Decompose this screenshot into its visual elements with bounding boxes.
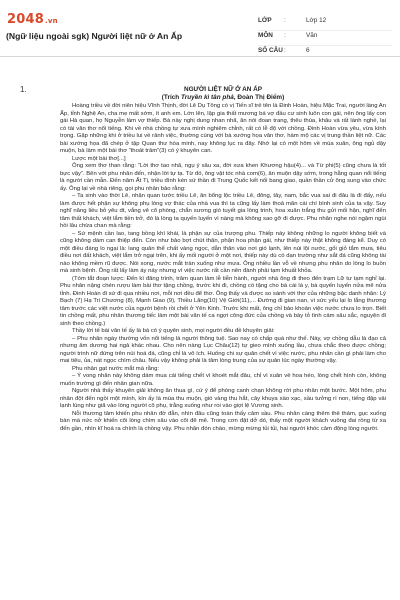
meta-row-question-count (258, 46, 392, 60)
question-content (60, 86, 386, 433)
story-paragraph: Hoàng triều về đời niên hiệu Vĩnh Thịnh, đời Lê Dụ Tông có vị Tiến sĩ trẻ tên là Đinh Hoàn, hiệu Mặc Trai, người làng An Ấp, tỉnh Nghệ An, cha mẹ mất sớm, ít anh em. Lớn lên, lập gia thất mương bá vợ đầu cư sinh luôn con gái, nên ông lấy con gái Hà quan, họ Nguyễn làm vợ thiếp. Bà này nghị dung nhan nhã, ăn nói đoan trang, thêu thùa, khâu vá rất lành nghề, lại có tài văn thơ nổi tiếng. Khi về nhà chồng tự xưa mình nghiêm chỉnh, rất có lễ độ với chồng. Đinh Hoàn vừa yêu, vừa kính trọng. Gặp những khi ở triều lui về rảnh việc, thường cùng với bà xướng họa văn thơ, hàm mộ các vị trung thần liệt nữ. Các bài xướng họa đã chép ở tập Quan thư hòa minh, nay không lục ra đây. Nhớ lại có một hôm về mùa xuân, ông ngủ dậy muộn, bà làm một bài thơ “thoát trâm”(3) có ý khuyên can. (60, 103, 386, 154)
meta-value: 6 (306, 47, 310, 54)
story-title: NGƯỜI LIỆT NỮ Ở AN ẤP (183, 86, 263, 93)
page-title: (Ngữ liệu ngoài sgk) Người liệt nữ ở An Ấp (6, 31, 183, 41)
logo-main: 2048 (7, 12, 44, 27)
story-paragraph-summary: (Tóm tắt đoạn lược: Đến kì đăng trình, trăm quan làm lễ tiễn hành, người nhà ông đi theo đến trạm Lữ tư tạm nghỉ lại. Phu nhân nặng chén rượu làm bài thơ tặng chồng, trước khi đi, chồng có tặng cho bà cái lá y, bà quyến luyến nửa mê nửa tỉnh. Đinh Hoàn đi sứ đi qua nhiều nơi, mỗi nơi đều để thơ. Ông thấy và được so sánh với thơ của những bậc danh nhân: Lý Bạch (7) Hạ Tri Chương (8), Mạnh Giao (9), Thiều Lăng(10) Vệ Giới(11),... Đường đi gian nan, vì sức yếu lại lo lắng thương tâm trước các việt nước của người bệnh rồi chết ở Yên Kinh. Trước khi mất, ông chỉ bảo khoản việc nước chưa lo trọn. Biết tin chồng mất, phu nhân thương tiếc làm một bài văn tế ca ngợi công đức của chồng và bày tỏ tình cảm sâu sắc, nguyện đi sinh theo chồng.) (60, 275, 386, 327)
site-logo[interactable] (7, 12, 58, 27)
story-paragraph: Người nhà thấy khuyên giải không ăn thua gì, cứ ý để phòng canh chạn không rời phu nhân một bước. Một hôm, phu nhân đột đến ngồi một mình, kín ấy là mùa thu muộn, gió vàng thu hắt, cây khuya xào xạc, sầu tưởng rì non, tiếng đập vải lạnh lùng như giã vào lòng người cô phụ, trằng xuống như roi vào giọt lệ Vương sinh. (60, 388, 386, 409)
story-paragraph: Phu nhân gạt nước mắt mà rằng: (72, 365, 160, 372)
story-paragraph: – Sứ mệnh cần lao, tang bồng khí khái, là phận sự của trượng phu. Thiếp này không những lo người không biết và cũng không dám can thiệp đến. Còn như bảo bợt chút thân, phận hoa phận gái, như thiếp này thật không đáng kể. Duy có một điều đáng lo ngại là: lang quân thể chất vàng ngọc, dẫn thân vào nơi gió lạnh, lên núi lội nước, gối giỏ tắm mưa, tiêu điều nơi đất khách, việt lắm trở ngại trên, khi ấy mối người ở một nơi, thiếp này dù có dạn trường như sắt đá cũng không tài nào không mềm rũ được. Nói xong, nước mắt tràn xuống như mưa. Ông nhiều lần vỗ về nhưng phu nhân do lòng lo buồn mà sinh bệnh. Ông rất lấy làm áy náy nhưng vì việc nước rất cần nên đành phải tạm khuất khỏa. (60, 230, 386, 274)
meta-separator: : (284, 47, 286, 54)
logo-sub: .vn (44, 17, 58, 25)
meta-value: Lớp 12 (306, 17, 327, 24)
meta-separator: : (284, 17, 286, 24)
story-source (60, 94, 386, 102)
story-paragraph: – Ta sinh vào thời Lê, nhận quan tước triều Lê, ăn bổng lộc triều Lê, đông, tây, nam, bắc vua sai đi đâu là đi đấy, nếu làm được hết phận sự không phụ lòng vợ thác của nhà vua thì ta cũng lấy làm thoả mãn cái chí bình sinh của ta vậy. Suy nghĩ năng liều bỏ yêu dt, vắng vẻ cô phòng, chắn sương gió tuyết gia lòng trinh, hoa xuân trắng thu gửi mối hận, nghĩ đến tâm thất khách, việt lắm tiền trở, đó là lòng ta quyến luyến vì nàng mà không sao gỡ đi được. Phu nhân nghe nói ngậm ngùi hồi lâu chừa chan mà rằng: (60, 193, 386, 229)
question-number: 1. (20, 85, 27, 94)
source-suffix: , Đoàn Thị Điểm) (233, 94, 285, 101)
page-header (0, 0, 400, 56)
story-paragraph: – Ý vong nhân này không dám mua cái tiếng chết vì khoét mắt đâu, chỉ vì xuân vẻ hoa héo, lòng chết hình còn, không muốn trường gì đến nhân gian nữa. (60, 373, 386, 387)
source-prefix: (Trích (161, 94, 181, 101)
meta-table (258, 16, 392, 60)
meta-label: MÔN (258, 32, 273, 39)
story-paragraph: Ông xem thơ than rằng: “Lời thơ tao nhã, ngụ ý sâu xa, đời xưa khen Khương hậu(4)... và Từ phi(5) cũng chưa là tốt bực vậy”. Bên với phu nhân đến, nhận lời tự tạ. Từ đó, ông vật tóc nhà com(6), ăn muộn dậy sớm, trong hằng quan nổi tiếng là người cần mẫn. Đến năm Ất Tị, triều đình kén sứ thần đi Trung Quốc kết nối bang giao, quần thần cử ông sung vào chức ấy. Ông lại về nhà riêng, gọi phu nhân bảo rằng: (60, 163, 386, 192)
header-divider (0, 56, 400, 57)
meta-separator: : (284, 32, 286, 39)
meta-label: SỐ CÂU (258, 47, 283, 54)
meta-row-subject (258, 31, 392, 46)
story-paragraph: – Phu nhân ngày thường vốn nổi tiếng là người thông tuệ. Sao nay có chấp quá như thế. Này, vợ chồng dẫu là đạo cả nhưng âm dương hai ngả khác nhau. Cho nên nàng Lục Châu(12) tự gieo mình xuống lầu, chưa chắc theo được chồng; người trinh nữ đứng trên núi hoá đá, cũng chỉ là vô ích. Huống chi sự quân chết vì việc nước, phu nhân cần gì phải làm cho mai tiêu, ủa, nát ngọc chìm châu. Nếu vậy không phải là tâm lòng trung của sự quân lúc ngày thường vậy. (60, 335, 386, 364)
meta-value: Văn (306, 32, 318, 39)
story-paragraph: Lược một bài thơ[...] (72, 155, 126, 162)
meta-label: LỚP (258, 17, 272, 24)
meta-row-class (258, 16, 392, 31)
story-paragraph: Nỗi thương tâm khiến phu nhân đờ đẫn, nhìn đâu cũng toàn thấy cảm sầu. Phu nhân càng thêm thê thảm, gục xuống bàn mà nức nở khiến cõi lòng chìm sâu vào cõi đê mê. Trong cơn đặt dở dó, thấy một người khách vuông đai rồng từ xa đến gần, nhìn kĩ hoá ra chính là chồng vậy. Phu nhân đón chào, mừng mừng tủi tủi, hai người khóc cảm động lòng người. (60, 410, 386, 432)
source-work: Truyền kì tân phả (180, 94, 234, 101)
story-paragraph: Thầy lời tế bài văn tế ấy là bà có ý quyên sinh, mọi người đều đề khuyên giải: (72, 328, 275, 334)
